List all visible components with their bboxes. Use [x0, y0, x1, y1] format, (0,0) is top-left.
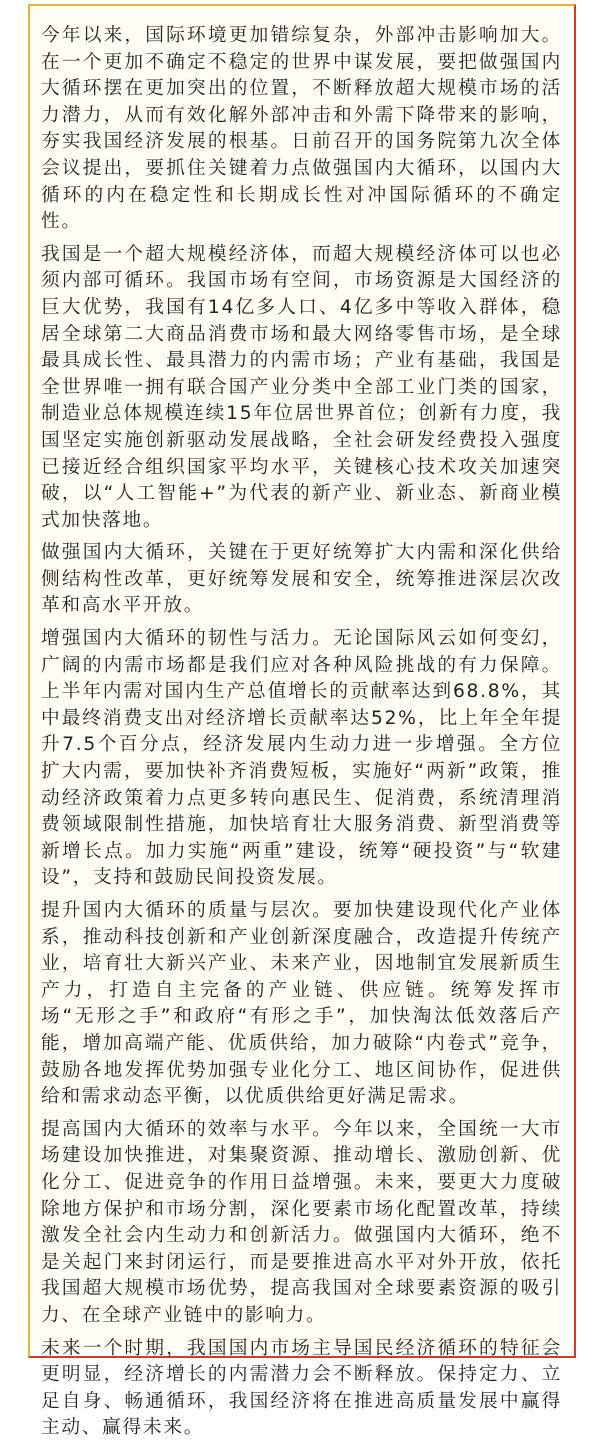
paragraph-1: 今年以来，国际环境更加错综复杂，外部冲击影响加大。在一个更加不确定不稳定的世界中谋发展，要把做强国内大循环摆在更加突出的位置，不断释放超大规模市场的活力潜力，从而有效化解外部冲击和外需下降带来的影响，夯实我国经济发展的根基。日前召开的国务院第九次全体会议提出，要抓住关键着力点做强国内大循环，以国内大循环的内在稳定性和长期成长性对冲国际循环的不确定性。 — [41, 25, 562, 233]
paragraph-3: 做强国内大循环，关键在于更好统筹扩大内需和深化供给侧结构性改革，更好统筹发展和安全，统筹推进深层次改革和高水平开放。 — [41, 542, 562, 617]
paragraph-4: 增强国内大循环的韧性与活力。无论国际风云如何变幻，广阔的内需市场都是我们应对各种风险挑战的有力保障。上半年内需对国内生产总值增长的贡献率达到68.8%，其中最终消费支出对经济增长贡献率达52%，比上年全年提升7.5个百分点，经济发展内生动力进一步增强。全方位扩大内需，要加快补齐消费短板，实施好“两新”政策，推动经济政策着力点更多转向惠民生、促消费，系统清理消费领域限制性措施，加快培育壮大服务消费、新型消费等新增长点。加力实施“两重”建设，统筹“硬投资”与“软建设”，支持和鼓励民间投资发展。 — [41, 628, 562, 889]
paragraph-2: 我国是一个超大规模经济体，而超大规模经济体可以也必须内部可循环。我国市场有空间，市场资源是大国经济的巨大优势，我国有14亿多人口、4亿多中等收入群体，稳居全球第二大商品消费市场和最大网络零售市场，是全球最具成长性、最具潜力的内需市场；产业有基础，我国是全世界唯一拥有联合国产业分类中全部工业门类的国家，制造业总体规模连续15年位居世界首位；创新有力度，我国坚定实施创新驱动发展战略，全社会研发经费投入强度已接近经合组织国家平均水平，关键核心技术攻关加速突破，以“人工智能+”为代表的新产业、新业态、新商业模式加快落地。 — [41, 243, 562, 531]
article-frame — [28, 4, 576, 1439]
paragraph-7: 未来一个时期，我国国内市场主导国民经济循环的特征会更明显，经济增长的内需潜力会不断释放。保持定力、立足自身、畅通循环，我国经济将在推进高质量发展中赢得主动、赢得未来。 — [41, 1337, 562, 1439]
paragraph-5: 提升国内大循环的质量与层次。要加快建设现代化产业体系，推动科技创新和产业创新深度融合，改造提升传统产业，培育壮大新兴产业、未来产业，因地制宜发展新质生产力，打造自主完备的产业链、供应链。统筹发挥市场“无形之手”和政府“有形之手”，加快淘汰低效落后产能，增加高端产能、优质供给，加力破除“内卷式”竞争，鼓励各地发挥优势加强专业化分工、地区间协作，促进供给和需求动态平衡，以优质供给更好满足需求。 — [41, 900, 562, 1108]
paragraph-6: 提高国内大循环的效率与水平。今年以来，全国统一大市场建设加快推进，对集聚资源、推动增长、激励创新、优化分工、促进竞争的作用日益增强。未来，要更大力度破除地方保护和市场分割，深化要素市场化配置改革，持续激发全社会内生动力和创新活力。做强国内大循环，绝不是关起门来封闭运行，而是要推进高水平对外开放，依托我国超大规模市场优势，提高我国对全球要素资源的吸引力、在全球产业链中的影响力。 — [41, 1118, 562, 1326]
